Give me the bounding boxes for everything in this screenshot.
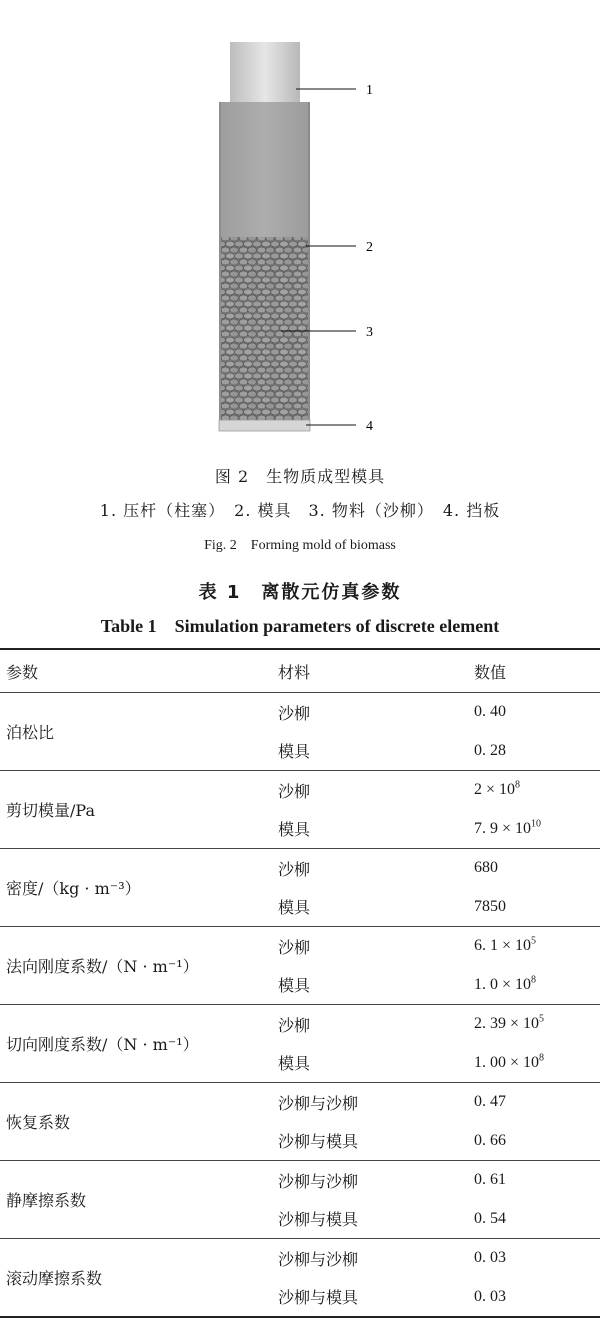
value-base: 0. 03: [474, 1249, 506, 1267]
value-base: 7. 9 × 10: [474, 819, 532, 837]
plunger-inside: [221, 102, 308, 237]
table-row: [278, 693, 600, 732]
table-title-cn: 表 1 离散元仿真参数: [198, 582, 402, 603]
material-cell: 沙柳: [278, 703, 311, 723]
material-cell: 沙柳与模具: [278, 1132, 359, 1152]
callout-1: 1: [366, 83, 373, 98]
callout-2: 2: [366, 240, 373, 255]
parameter-name: 恢复系数: [6, 1113, 71, 1132]
table-row: [278, 1239, 600, 1278]
table-header-row: [0, 650, 600, 692]
material-cell: 模具: [278, 820, 311, 840]
value-base: 0. 61: [474, 1171, 506, 1189]
material-cell: 沙柳: [278, 859, 311, 879]
value-base: 1. 0 × 10: [474, 975, 532, 993]
table-row-group: [0, 1161, 600, 1238]
callout-4: 4: [366, 419, 373, 434]
parameter-name: 法向刚度系数/（N · m⁻¹）: [6, 957, 199, 976]
value-base: 0. 66: [474, 1131, 506, 1149]
material-cell: 模具: [278, 976, 311, 996]
parameter-name: 切向刚度系数/（N · m⁻¹）: [6, 1035, 199, 1054]
value-cell: [474, 703, 600, 721]
value-base: 2. 39 × 10: [474, 1015, 540, 1033]
value-cell: [474, 1015, 600, 1033]
table-row-group: [0, 1239, 600, 1316]
material-cell: 沙柳与模具: [278, 1210, 359, 1230]
value-cell: [474, 1132, 600, 1150]
figure-caption-cn: 图 2 生物质成型模具: [214, 467, 386, 486]
value-base: 6. 1 × 10: [474, 937, 532, 955]
table-row: [278, 1200, 600, 1239]
value-cell: [474, 1054, 600, 1072]
header-material: 材料: [278, 662, 311, 682]
value-cell: [474, 1210, 600, 1228]
plunger-rod: [230, 42, 300, 102]
value-base: 680: [474, 859, 498, 877]
table-title-en: Table 1 Simulation parameters of discrete element: [100, 616, 500, 636]
material-cell: 模具: [278, 898, 311, 918]
value-cell: [474, 820, 600, 838]
value-exponent: 5: [539, 1013, 545, 1025]
parameter-name: 滚动摩擦系数: [6, 1269, 103, 1288]
value-base: 0. 03: [474, 1287, 506, 1305]
value-cell: [474, 898, 600, 916]
forming-mold-figure: [0, 0, 600, 460]
table-row-group: [0, 771, 600, 848]
table-row: [278, 1044, 600, 1083]
material-cell: 模具: [278, 742, 311, 762]
table-row: [278, 849, 600, 888]
table-body: [0, 693, 600, 1316]
material-cell: 沙柳: [278, 1015, 311, 1035]
value-cell: [474, 742, 600, 760]
parameter-name: 泊松比: [6, 723, 55, 742]
material-cell: 沙柳与模具: [278, 1288, 359, 1308]
table-row: [278, 1278, 600, 1317]
value-base: 1. 00 × 10: [474, 1053, 540, 1071]
value-base: 2 × 10: [474, 781, 516, 799]
value-exponent: 8: [515, 779, 521, 791]
table-row: [278, 1161, 600, 1200]
value-cell: [474, 1093, 600, 1111]
baffle-plate: [219, 420, 310, 431]
value-base: 7850: [474, 897, 506, 915]
material-cell: 沙柳与沙柳: [278, 1093, 359, 1113]
table-row: [278, 927, 600, 966]
table-row: [278, 966, 600, 1005]
value-exponent: 5: [531, 935, 537, 947]
material-salix: [221, 237, 308, 420]
parameter-name: 剪切模量/Pa: [6, 801, 95, 820]
parameters-table: [0, 648, 600, 1318]
parameter-name: 静摩擦系数: [6, 1191, 87, 1210]
value-cell: [474, 1171, 600, 1189]
value-cell: [474, 937, 600, 955]
value-cell: [474, 859, 600, 877]
table-row-group: [0, 1005, 600, 1082]
value-base: 0. 28: [474, 741, 506, 759]
table-row-group: [0, 849, 600, 926]
material-cell: 沙柳与沙柳: [278, 1249, 359, 1269]
value-cell: [474, 781, 600, 799]
value-cell: [474, 1249, 600, 1267]
table-row: [278, 810, 600, 849]
header-value: 数值: [474, 662, 507, 682]
value-base: 0. 40: [474, 703, 506, 721]
callout-3: 3: [366, 325, 373, 340]
value-base: 0. 54: [474, 1209, 506, 1227]
table-row-group: [0, 927, 600, 1004]
table-row: [278, 1005, 600, 1044]
table-row-group: [0, 1083, 600, 1160]
figure-caption-en: Fig. 2 Forming mold of biomass: [204, 538, 396, 553]
material-cell: 模具: [278, 1054, 311, 1074]
table-row: [278, 888, 600, 927]
table-row: [278, 1122, 600, 1161]
table-row: [278, 1083, 600, 1122]
header-parameter: 参数: [6, 662, 39, 682]
value-exponent: 8: [539, 1052, 545, 1064]
value-cell: [474, 1288, 600, 1306]
value-base: 0. 47: [474, 1093, 506, 1111]
parameter-name: 密度/（kg · m⁻³）: [6, 879, 141, 898]
value-cell: [474, 976, 600, 994]
material-cell: 沙柳: [278, 781, 311, 801]
material-cell: 沙柳: [278, 937, 311, 957]
figure-legend: 1. 压杆（柱塞） 2. 模具 3. 物料（沙柳） 4. 挡板: [99, 501, 501, 520]
material-cell: 沙柳与沙柳: [278, 1171, 359, 1191]
table-row: [278, 732, 600, 771]
table-row: [278, 771, 600, 810]
mold-diagram: [0, 0, 600, 460]
value-exponent: 10: [531, 818, 542, 830]
value-exponent: 8: [531, 974, 537, 986]
table-row-group: [0, 693, 600, 770]
